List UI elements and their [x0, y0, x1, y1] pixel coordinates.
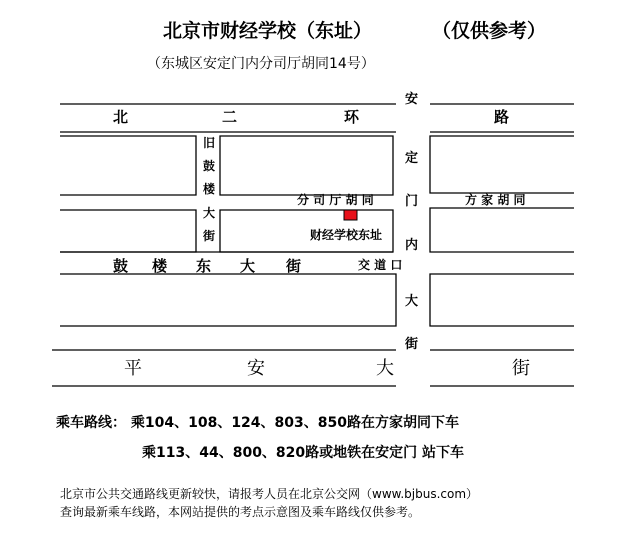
- road-label-andingmen-4: 内: [405, 238, 419, 253]
- road-label-jiaodaokou: 交 道 口: [358, 258, 403, 272]
- road-label-erhuan-3: 环: [344, 108, 360, 126]
- block: [60, 210, 196, 252]
- school-label: 财经学校东址: [310, 228, 383, 242]
- road-label-andingmen-6: 街: [405, 337, 419, 352]
- road-label-gulou-1: 鼓: [113, 257, 129, 275]
- road-label-jiugulou-1: 旧: [203, 136, 216, 150]
- block: [430, 274, 574, 326]
- road-label-erhuan-4: 路: [494, 108, 510, 126]
- road-label-jiugulou-4: 大: [203, 206, 216, 220]
- road-label-pingan-4: 街: [512, 358, 530, 379]
- block: [60, 274, 396, 326]
- address: （东城区安定门内分司厅胡同14号）: [147, 56, 375, 72]
- road-label-erhuan-1: 北: [113, 108, 129, 126]
- route-line-1: 乘车路线： 乘104、108、124、803、850路在方家胡同下车: [56, 415, 459, 431]
- road-label-jiugulou-2: 鼓: [203, 159, 216, 173]
- road-label-andingmen-5: 大: [405, 294, 419, 309]
- road-label-andingmen-1: 安: [405, 92, 419, 107]
- road-label-pingan-2: 安: [247, 358, 265, 379]
- road-label-jiugulou-3: 楼: [203, 182, 216, 196]
- route-line-2: 乘113、44、800、820路或地铁在安定门 站下车: [142, 445, 465, 461]
- road-label-pingan-3: 大: [376, 358, 394, 379]
- road-label-erhuan-2: 二: [222, 108, 238, 126]
- road-label-jiugulou-5: 街: [203, 229, 216, 243]
- block: [60, 136, 196, 195]
- road-label-fensiting: 分 司 厅 胡 同: [297, 193, 374, 207]
- road-label-gulou-4: 大: [240, 257, 256, 275]
- road-label-andingmen-3: 门: [405, 194, 419, 209]
- footer-note-2: 查询最新乘车线路，本网站提供的考点示意图及乘车路线仅供参考。: [60, 505, 421, 519]
- reference-note: （仅供参考）: [432, 20, 547, 42]
- block: [220, 136, 393, 195]
- school-marker: [344, 210, 357, 220]
- road-label-gulou-3: 东: [196, 257, 212, 275]
- road-label-pingan-1: 平: [124, 358, 142, 379]
- road-label-andingmen-2: 定: [405, 151, 419, 166]
- block: [430, 208, 574, 252]
- road-label-gulou-5: 街: [286, 257, 302, 275]
- footer-note-1: 北京市公共交通路线更新较快，请报考人员在北京公交网（www.bjbus.com）: [60, 487, 479, 501]
- road-label-fangjia: 方 家 胡 同: [465, 193, 526, 207]
- block: [430, 136, 574, 193]
- page-title: 北京市财经学校（东址）: [163, 20, 373, 42]
- road-label-gulou-2: 楼: [152, 257, 168, 275]
